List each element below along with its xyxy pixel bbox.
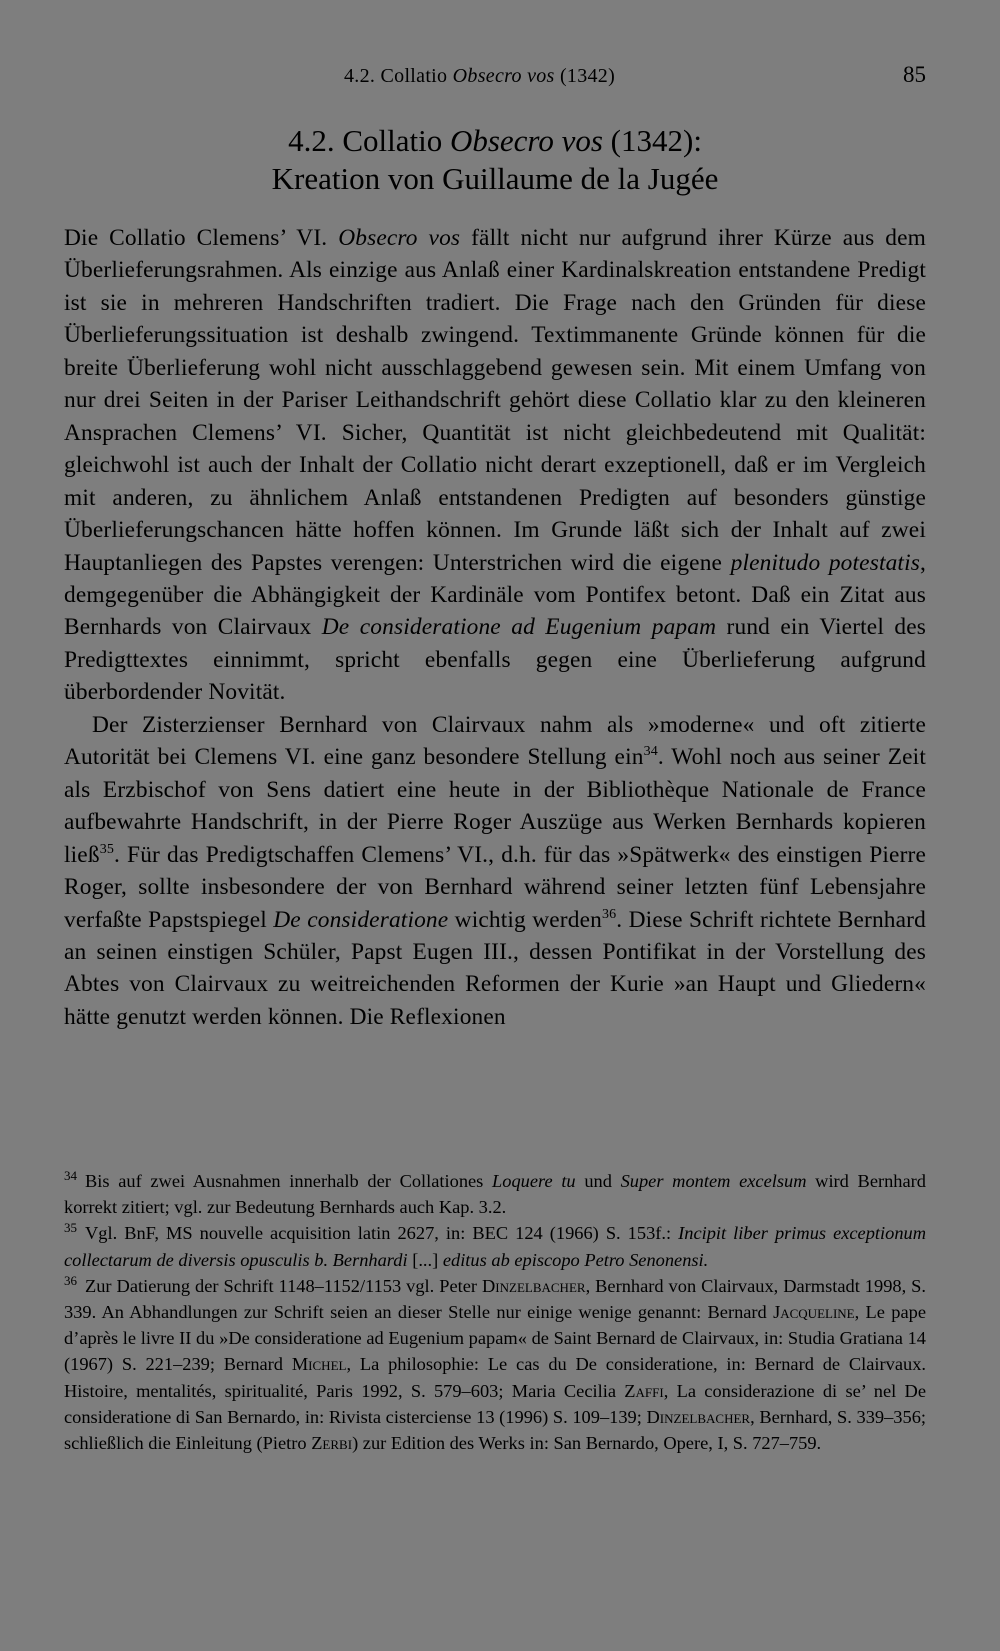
author-name: Dinzelbacher xyxy=(482,1275,586,1296)
footnote-ref-34[interactable]: 34 xyxy=(643,744,658,760)
footnote-ref-35[interactable]: 35 xyxy=(99,841,114,857)
author-name: Michel xyxy=(291,1354,347,1375)
paragraph-1: Die Collatio Clemens’ VI. Obsecro vos fällt nicht nur aufgrund ihrer Kürze aus dem Überlieferungsrahmen. Als einzige aus Anlaß einer Kardinalskreation entstandene Predigt ist sie in mehreren Handschriften tradiert. Die Frage nach den Gründen für diese Überlieferungssituation ist deshalb zwingend. Textimmanente Gründe können für die breite Überlieferung wohl nicht ausschlaggebend gewesen sein. Mit einem Umfang von nur drei Seiten in der Pariser Leithandschrift gehört diese Collatio klar zu den kleineren Ansprachen Clemens’ VI. Sicher, Quantität ist nicht gleichbedeutend mit Qualität: gleichwohl ist auch der Inhalt der Collatio nicht derart exzeptionell, daß er im Vergleich mit anderen, zu ähnlichem Anlaß entstandenen Predigten auf besonders günstige Überlieferungschancen hätte hoffen können. Im Grunde läßt sich der Inhalt auf zwei Hauptanliegen des Papstes verengen: Unterstrichen wird die eigene plenitudo potestatis, demgegenüber die Abhängigkeit der Kardinäle vom Pontifex betont. Daß ein Zitat aus Bernhards von Clairvaux De consideratione ad Eugenium papam rund ein Viertel des Predigttextes einnimmt, spricht ebenfalls gegen eine Überlieferung aufgrund überbordender Novität. xyxy=(64,225,926,706)
author-name: Dinzelbacher xyxy=(646,1406,751,1427)
author-name: Jacqueline xyxy=(773,1302,855,1323)
body-text xyxy=(64,222,926,1033)
footnote-34: $^{34}$ Bis auf zwei Ausnahmen innerhalb der Collationes Loquere tu und Super montem excelsum wird Bernhard korrekt zitiert; vgl. zur Bedeutung Bernhards auch Kap. 3.2. xyxy=(64,1168,926,1218)
page-number: 85 xyxy=(903,62,926,87)
footnote-35: $^{35}$ Vgl. BnF, MS nouvelle acquisition latin 2627, in: BEC 124 (1966) S. 153f.: Incipit liber primus exceptionum collectarum de diversis opusculis b. Bernhardi [...] editus ab episcopo Petro Senonensi. xyxy=(64,1220,927,1270)
footnote-number: 34 xyxy=(64,1168,77,1183)
section-title xyxy=(64,122,926,198)
section-title-line2: Kreation von Guillaume de la Jugée xyxy=(271,161,719,196)
footnote-36: $^{36}$ Zur Datierung der Schrift 1148–1152/1153 vgl. Peter Dinzelbacher, Bernhard von Clairvaux, Darmstadt 1998, S. 339. An Abhandlungen zur Schrift seien an dieser Stelle nur einige wenige genannt: Bernard Jacqueline, Le pape d’après le livre II du »De consideratione ad Eugenium papam« de Saint Bernard de Clairvaux, in: Studia Gratiana 14 (1967) S. 221–239; Bernard Michel, La philosophie: Le cas du De consideratione, in: Bernard de Clairvaux. Histoire, mentalités, spiritualité, Paris 1992, S. 579–603; Maria Cecilia Zaffi, La considerazione di se’ nel De consideratione di San Bernardo, in: Rivista cisterciense 13 (1996) S. 109–139; Dinzelbacher, Bernhard, S. 339–356; schließlich die Einleitung (Pietro Zerbi) zur Edition des Werks in: San Bernardo, Opere, I, S. 727–759. xyxy=(64,1272,927,1454)
footnotes xyxy=(64,1168,926,1456)
footnote-ref-36[interactable]: 36 xyxy=(601,906,617,922)
author-name: Zaffi xyxy=(624,1380,664,1401)
footnote-number: 36 xyxy=(64,1272,77,1288)
section-title-line1: 4.2. Collatio Obsecro vos (1342): xyxy=(288,123,702,158)
running-head xyxy=(64,62,926,92)
footnote-number: 35 xyxy=(64,1220,77,1236)
paragraph-2: Der Zisterzienser Bernhard von Clairvaux nahm als »moderne« und oft zitierte Autorität bei Clemens VI. eine ganz besondere Stellung ein$^{34}$. Wohl noch aus seiner Zeit als Erzbischof von Sens datiert eine heute in der Bibliothèque Nationale de France aufbewahrte Handschrift, in der Pierre Roger Auszüge aus Werken Bernhards kopieren ließ$^{35}$. Für das Predigtschaffen Clemens’ VI., d.h. für das »Spätwerk« des einstigen Pierre Roger, sollte insbesondere der von Bernhard während seiner letzten fünf Lebensjahre verfaßte Papstspiegel De consideratione wichtig werden$^{36}$. Diese Schrift richtete Bernhard an seinen einstigen Schüler, Papst Eugen III., dessen Pontifikat in der Vorstellung des Abtes von Clairvaux zu weitreichenden Reformen der Kurie »an Haupt und Gliedern« hätte genutzt werden können. Die Reflexionen xyxy=(64,711,926,1030)
author-name: Zerbi xyxy=(311,1433,353,1454)
running-head-title: 4.2. Collatio Obsecro vos (1342) xyxy=(344,65,616,87)
